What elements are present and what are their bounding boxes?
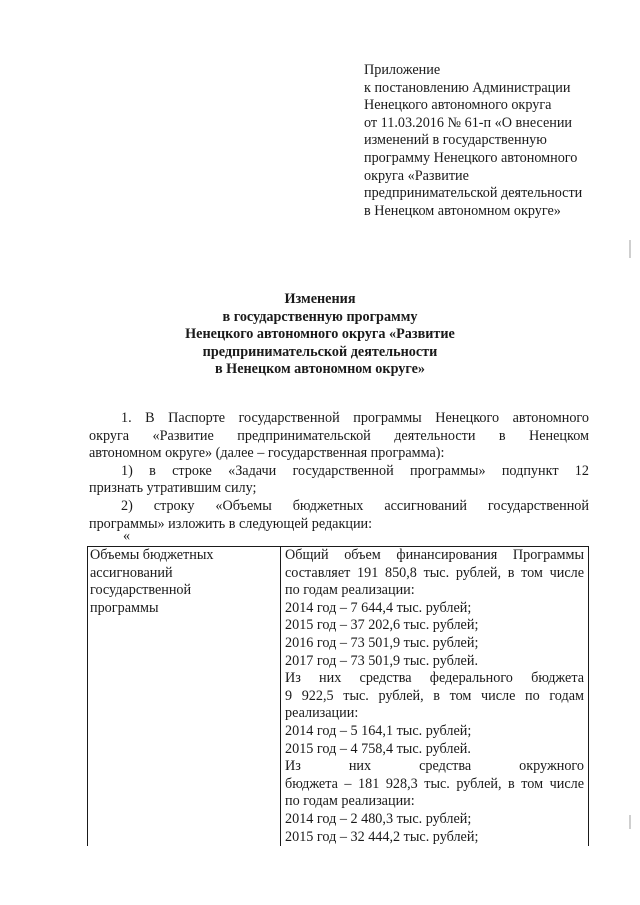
- title-line: Ненецкого автономного округа «Развитие: [185, 326, 455, 343]
- budget-line: 2015 год – 4 758,4 тыс. рублей.: [285, 740, 471, 757]
- row-header-line: программы: [90, 599, 159, 616]
- budget-line: Из них средства окружного: [285, 758, 584, 775]
- row-content-cell: [281, 547, 589, 847]
- budget-line: 2015 год – 32 444,2 тыс. рублей;: [285, 828, 479, 845]
- appendix-line: изменений в государственную: [364, 132, 547, 149]
- appendix-line: Приложение: [364, 62, 441, 78]
- scan-margin-mark: [629, 240, 631, 258]
- title-line: предпринимательской деятельности: [202, 343, 438, 360]
- appendix-block: [364, 62, 624, 220]
- row-header-line: государственной: [90, 582, 192, 599]
- budget-line: 9 922,5 тыс. рублей, в том числе по годам: [285, 687, 584, 704]
- appendix-line: предпринимательской деятельности: [364, 185, 583, 202]
- paragraph-3-line: 2) строку «Объемы бюджетных ассигнований государственной: [121, 497, 589, 514]
- appendix-line: Ненецкого автономного округа: [364, 97, 552, 114]
- table-row: [88, 547, 589, 847]
- paragraph-2-line: 1) в строке «Задачи государственной программы» подпункт 12: [121, 462, 589, 479]
- body-text: [89, 410, 589, 533]
- document-title: [120, 291, 520, 379]
- budget-line: реализации:: [285, 705, 359, 722]
- row-header-line: Объемы бюджетных: [90, 547, 214, 563]
- row-header-line: ассигнований: [90, 564, 173, 581]
- appendix-line: к постановлению Администрации: [364, 79, 571, 96]
- budget-line: 2016 год – 73 501,9 тыс. рублей;: [285, 634, 479, 651]
- paragraph-1-line: округа «Развитие предпринимательской деятельности в Ненецком: [89, 427, 589, 444]
- budget-line: по годам реализации:: [285, 582, 415, 599]
- opening-quote: «: [123, 528, 131, 544]
- budget-table: [87, 546, 589, 846]
- budget-line: Общий объем финансирования Программы: [285, 547, 584, 563]
- appendix-line: программу Ненецкого автономного: [364, 149, 578, 166]
- budget-line: 2014 год – 5 164,1 тыс. рублей;: [285, 722, 472, 739]
- appendix-line: от 11.03.2016 № 61-п «О внесении: [364, 114, 573, 131]
- paragraph-3-line: программы» изложить в следующей редакции:: [89, 515, 373, 532]
- appendix-line: в Ненецком автономном округе»: [364, 202, 561, 219]
- budget-line: 2014 год – 7 644,4 тыс. рублей;: [285, 599, 472, 616]
- appendix-line: округа «Развитие: [364, 167, 469, 184]
- budget-line: 2014 год – 2 480,3 тыс. рублей;: [285, 810, 472, 827]
- budget-line: 2015 год – 37 202,6 тыс. рублей;: [285, 617, 479, 634]
- title-line: в государственную программу: [222, 308, 418, 325]
- paragraph-1-line: 1. В Паспорте государственной программы Ненецкого автономного: [121, 410, 589, 426]
- budget-line: Из них средства федерального бюджета: [285, 670, 584, 687]
- title-line: Изменения: [284, 291, 356, 307]
- paragraph-2-line: признать утратившим силу;: [89, 480, 257, 497]
- budget-line: 2017 год – 73 501,9 тыс. рублей.: [285, 652, 478, 669]
- budget-line: составляет 191 850,8 тыс. рублей, в том числе: [285, 564, 584, 581]
- title-line: в Ненецком автономном округе»: [214, 361, 426, 378]
- row-header-cell: [88, 547, 281, 847]
- budget-line: по годам реализации:: [285, 793, 415, 810]
- budget-line: бюджета – 181 928,3 тыс. рублей, в том числе: [285, 775, 584, 792]
- scan-margin-mark: [629, 815, 631, 829]
- paragraph-1-line: автономном округе» (далее – государственная программа):: [89, 445, 445, 462]
